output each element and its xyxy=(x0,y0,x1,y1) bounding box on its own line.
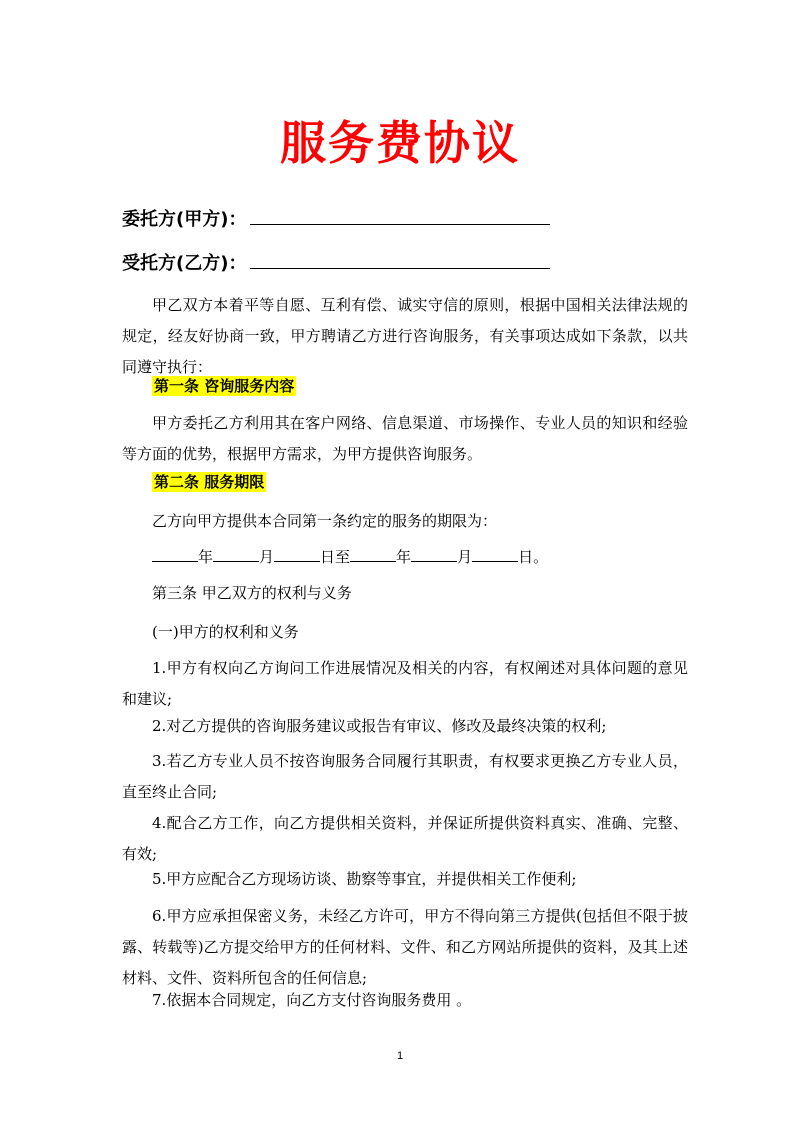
list-item: 1.甲方有权向乙方询问工作进展情况及相关的内容，有权阐述对具体问题的意见和建议; xyxy=(122,659,688,708)
date-label: 年 xyxy=(396,548,412,566)
list-item: 6.甲方应承担保密义务，未经乙方许可，甲方不得向第三方提供(包括但不限于披露、转载等)乙方提交给甲方的任何材料、文件、和乙方网站所提供的资料，及其上述材料、文件、资料所包含的任何信息; xyxy=(122,907,688,987)
list-item: 3.若乙方专业人员不按咨询服务合同履行其职责，有权要求更换乙方专业人员，直至终止合同; xyxy=(122,752,688,801)
list-item: 4.配合乙方工作，向乙方提供相关资料，并保证所提供资料真实、准确、完整、有效; xyxy=(122,814,688,863)
article-2-heading-text: 第二条 服务期限 xyxy=(154,473,265,491)
article-1-heading xyxy=(152,374,296,398)
party-a-line xyxy=(122,206,550,233)
date-label: 月 xyxy=(259,548,275,566)
page-number: 1 xyxy=(396,1050,404,1062)
start-day-blank xyxy=(274,546,320,562)
date-label: 日。 xyxy=(518,548,549,566)
article-2-heading xyxy=(152,470,266,494)
party-a-label: 委托方(甲方)： xyxy=(122,209,247,230)
end-day-blank xyxy=(472,546,518,562)
list-item: 7.依据本合同规定，向乙方支付咨询服务费用 。 xyxy=(152,991,472,1009)
party-b-line xyxy=(122,250,550,277)
article-1-body: 甲方委托乙方利用其在客户网络、信息渠道、市场操作、专业人员的知识和经验等方面的优势，根据甲方需求，为甲方提供咨询服务。 xyxy=(122,414,688,463)
end-year-blank xyxy=(350,546,396,562)
party-b-blank xyxy=(250,250,550,269)
party-a-blank xyxy=(250,206,550,225)
list-item: 5.甲方应配合乙方现场访谈、勘察等事宜，并提供相关工作便利; xyxy=(152,870,577,888)
start-year-blank xyxy=(152,546,198,562)
service-period-dates xyxy=(152,545,548,569)
party-b-label: 受托方(乙方)： xyxy=(122,253,247,274)
end-month-blank xyxy=(411,546,457,562)
date-label: 日至 xyxy=(320,548,351,566)
article-3-subheading: (一)甲方的权利和义务 xyxy=(152,623,299,641)
date-label: 年 xyxy=(198,548,214,566)
start-month-blank xyxy=(213,546,259,562)
intro-paragraph: 甲乙双方本着平等自愿、互利有偿、诚实守信的原则，根据中国相关法律法规的规定，经友好协商一致，甲方聘请乙方进行咨询服务，有关事项达成如下条款，以共同遵守执行： xyxy=(122,296,688,376)
document-title: 服务费协议 xyxy=(280,116,520,170)
article-2-body: 乙方向甲方提供本合同第一条约定的服务的期限为： xyxy=(152,512,498,530)
article-3-heading: 第三条 甲乙双方的权利与义务 xyxy=(152,584,352,602)
list-item: 2.对乙方提供的咨询服务建议或报告有审议、修改及最终决策的权利; xyxy=(152,717,607,735)
date-label: 月 xyxy=(457,548,473,566)
article-1-heading-text: 第一条 咨询服务内容 xyxy=(154,377,295,395)
